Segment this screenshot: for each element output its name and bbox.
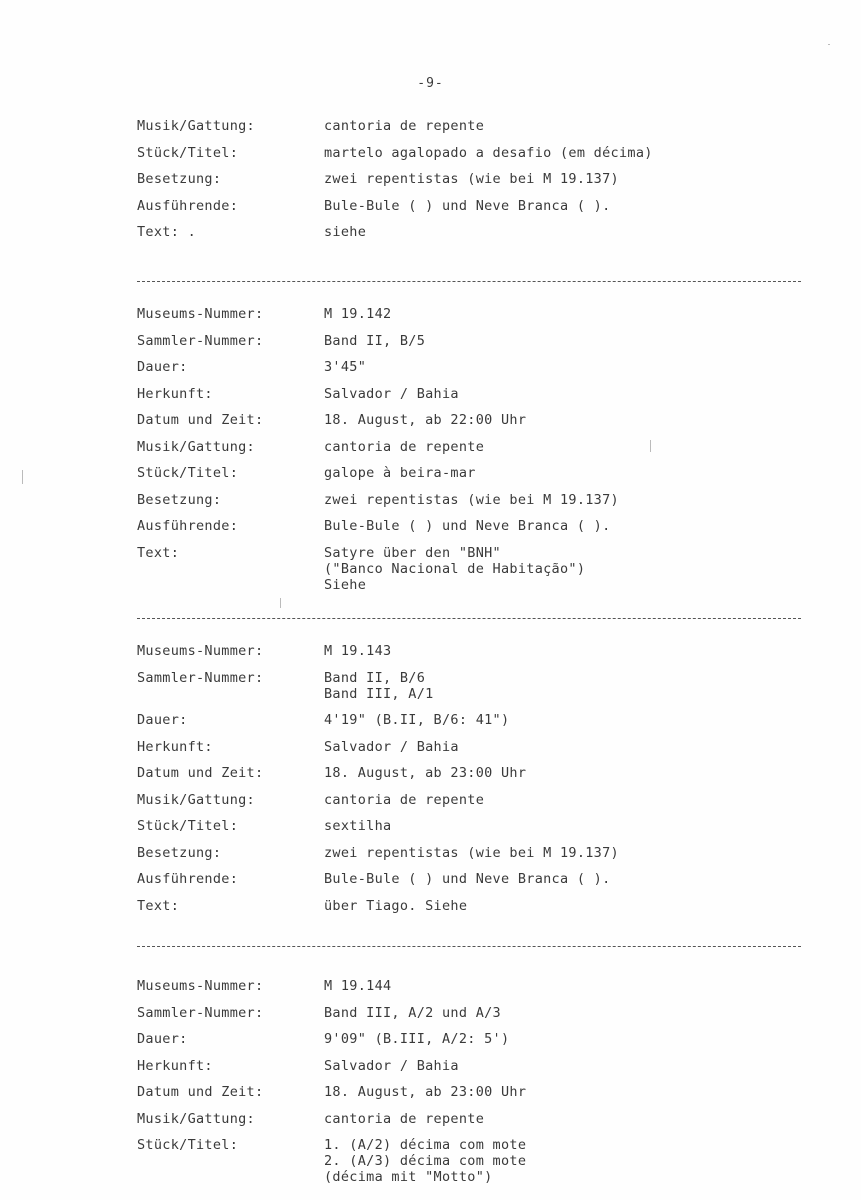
scan-speck — [650, 440, 651, 452]
field-value: 18. August, ab 23:00 Uhr — [324, 1084, 527, 1100]
record-section-continued — [137, 118, 817, 251]
field-label: Museums-Nummer: — [137, 306, 264, 322]
field-label: Dauer: — [137, 359, 188, 375]
field-label: Text: — [137, 897, 180, 914]
field-value: 4'19" (B.II, B/6: 41") — [324, 712, 510, 728]
field-value: zwei repentistas (wie bei M 19.137) — [324, 491, 619, 508]
record-row — [137, 1137, 817, 1185]
field-value: Satyre über den "BNH" ("Banco Nacional de Habitação") Siehe — [324, 544, 586, 593]
field-value: cantoria de repente — [324, 1110, 485, 1127]
record-row — [137, 898, 817, 914]
field-label: Stück/Titel: — [137, 465, 239, 481]
record-row — [137, 198, 817, 214]
record-row — [137, 333, 817, 349]
field-value: siehe — [324, 224, 367, 240]
record-row — [137, 792, 817, 808]
field-value: Band II, B/6 Band III, A/1 — [324, 669, 434, 702]
field-label: Museums-Nummer: — [137, 978, 264, 994]
field-label: Besetzung: — [137, 171, 222, 187]
record-section-m19143 — [137, 643, 817, 924]
field-value: Bule-Bule ( ) und Neve Branca ( ). — [324, 197, 611, 214]
field-value: M 19.142 — [324, 306, 392, 322]
record-row — [137, 118, 817, 134]
field-label: Sammler-Nummer: — [137, 332, 264, 349]
record-row — [137, 306, 817, 322]
field-label: Stück/Titel: — [137, 144, 239, 161]
field-label: Datum und Zeit: — [137, 1084, 264, 1100]
record-row — [137, 712, 817, 728]
record-row — [137, 765, 817, 781]
field-label: Herkunft: — [137, 738, 213, 755]
field-label: Musik/Gattung: — [137, 438, 255, 455]
record-row — [137, 465, 817, 481]
record-row — [137, 439, 817, 455]
record-row — [137, 978, 817, 994]
field-value: sextilha — [324, 818, 392, 834]
field-value: cantoria de repente — [324, 118, 485, 134]
field-label: Museums-Nummer: — [137, 643, 264, 659]
field-label: Besetzung: — [137, 844, 222, 861]
scan-speck — [22, 470, 23, 484]
field-value: 18. August, ab 23:00 Uhr — [324, 765, 527, 781]
record-row — [137, 739, 817, 755]
record-row — [137, 1005, 817, 1021]
field-value: cantoria de repente — [324, 438, 485, 455]
record-row — [137, 1058, 817, 1074]
section-divider — [137, 946, 801, 947]
field-value: galope à beira-mar — [324, 465, 476, 481]
field-label: Text: . — [137, 224, 196, 240]
field-value: 18. August, ab 22:00 Uhr — [324, 412, 527, 428]
record-row — [137, 386, 817, 402]
record-row — [137, 224, 817, 240]
field-label: Sammler-Nummer: — [137, 669, 264, 686]
record-row — [137, 545, 817, 593]
field-label: Dauer: — [137, 712, 188, 728]
scan-speck — [280, 598, 281, 608]
record-row — [137, 1084, 817, 1100]
record-row — [137, 518, 817, 534]
field-value: zwei repentistas (wie bei M 19.137) — [324, 844, 619, 861]
field-value: 3'45" — [324, 359, 367, 375]
field-label: Stück/Titel: — [137, 1137, 239, 1153]
field-label: Ausführende: — [137, 518, 239, 534]
field-label: Stück/Titel: — [137, 818, 239, 834]
record-row — [137, 145, 817, 161]
field-value: martelo agalopado a desafio (em décima) — [324, 144, 653, 161]
scan-speck — [828, 44, 830, 45]
record-row — [137, 171, 817, 187]
field-label: Musik/Gattung: — [137, 1110, 255, 1127]
record-row — [137, 871, 817, 887]
record-row — [137, 1031, 817, 1047]
field-value: M 19.144 — [324, 978, 392, 994]
field-value: 1. (A/2) décima com mote 2. (A/3) décima com mote (décima mit "Motto") — [324, 1137, 527, 1185]
field-value: Salvador / Bahia — [324, 1057, 459, 1074]
record-section-m19142 — [137, 306, 817, 603]
field-label: Herkunft: — [137, 385, 213, 402]
field-value: cantoria de repente — [324, 791, 485, 808]
field-label: Herkunft: — [137, 1057, 213, 1074]
field-label: Sammler-Nummer: — [137, 1004, 264, 1021]
field-value: M 19.143 — [324, 643, 392, 659]
record-row — [137, 1111, 817, 1127]
field-value: Bule-Bule ( ) und Neve Branca ( ). — [324, 871, 611, 887]
field-label: Ausführende: — [137, 197, 239, 214]
record-row — [137, 412, 817, 428]
field-label: Musik/Gattung: — [137, 118, 255, 134]
field-value: Salvador / Bahia — [324, 385, 459, 402]
record-row — [137, 818, 817, 834]
section-divider — [137, 281, 801, 282]
field-value: Bule-Bule ( ) und Neve Branca ( ). — [324, 518, 611, 534]
record-row — [137, 845, 817, 861]
field-label: Musik/Gattung: — [137, 791, 255, 808]
field-value: zwei repentistas (wie bei M 19.137) — [324, 171, 619, 187]
field-value: Band II, B/5 — [324, 332, 426, 349]
field-value: über Tiago. Siehe — [324, 897, 468, 914]
record-row — [137, 492, 817, 508]
record-row — [137, 670, 817, 702]
field-value: 9'09" (B.III, A/2: 5') — [324, 1031, 510, 1047]
section-divider — [137, 618, 801, 619]
field-label: Text: — [137, 544, 180, 561]
field-value: Salvador / Bahia — [324, 738, 459, 755]
field-label: Datum und Zeit: — [137, 765, 264, 781]
field-label: Ausführende: — [137, 871, 239, 887]
field-label: Datum und Zeit: — [137, 412, 264, 428]
field-value: Band III, A/2 und A/3 — [324, 1004, 501, 1021]
record-section-m19144 — [137, 978, 817, 1196]
field-label: Dauer: — [137, 1031, 188, 1047]
record-row — [137, 643, 817, 659]
field-label: Besetzung: — [137, 491, 222, 508]
page-number: -9- — [417, 76, 444, 91]
record-row — [137, 359, 817, 375]
